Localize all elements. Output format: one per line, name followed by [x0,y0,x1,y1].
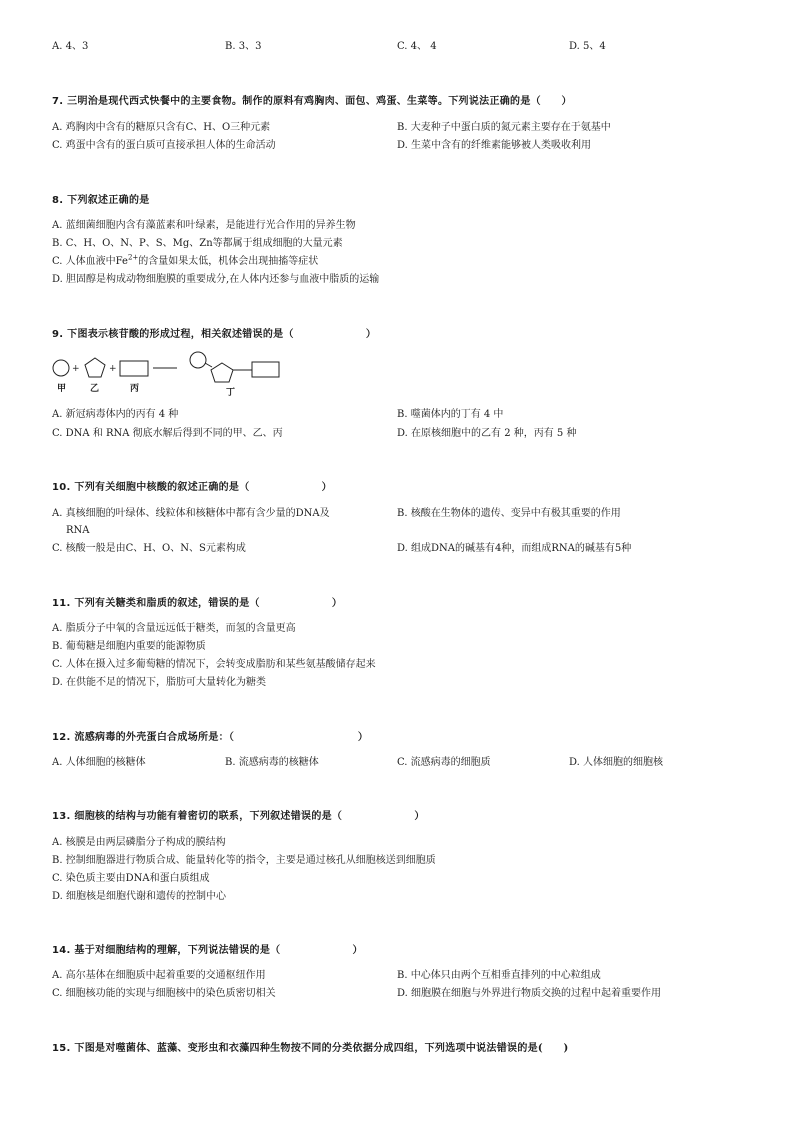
q9-option-b: B. 噬菌体内的丁有 4 中 [397,409,504,420]
bond-line [205,363,212,367]
question-text: 细胞核的结构与功能有着密切的联系，下列叙述错误的是（ ） [74,811,425,822]
base-rectangle [252,362,279,377]
question-number: 8. [52,195,64,206]
plus-sign: + [72,364,80,374]
question-number: 14. [52,945,71,956]
q10-option-b: B. 核酸在生物体的遗传、变异中有极其重要的作用 [397,508,621,519]
question-12-stem [52,732,368,744]
q8-option-c [52,253,319,268]
label-ding: 丁 [226,388,236,398]
question-9-stem [52,329,376,341]
option-text: C. 人体血液中Fe [52,256,128,267]
q14-option-b: B. 中心体只由两个互相垂直排列的中心粒组成 [397,970,601,981]
q7-option-d: D. 生菜中含有的纤维素能够被人类吸收利用 [397,140,592,151]
q7-option-a: A. 鸡胸肉中含有的糖原只含有C、H、O三种元素 [52,122,271,133]
question-text: 下列有关细胞中核酸的叙述正确的是（ ） [74,482,332,493]
nucleotide-formation-diagram [50,350,290,398]
q12-option-c: C. 流感病毒的细胞质 [397,757,491,768]
question-13-stem [52,811,425,823]
q13-option-c: C. 染色质主要由DNA和蛋白质组成 [52,873,210,884]
question-number: 9. [52,329,64,340]
q8-option-a: A. 蓝细菌细胞内含有藻蓝素和叶绿素，是能进行光合作用的异养生物 [52,220,356,231]
q10-option-c: C. 核酸一般是由C、H、O、N、S元素构成 [52,543,246,554]
question-7-stem [52,96,572,108]
q14-option-a: A. 高尔基体在细胞质中起着重要的交通枢纽作用 [52,970,266,981]
prev-option-b: B. 3、3 [225,41,262,52]
q13-option-b: B. 控制细胞器进行物质合成、能量转化等的指令，主要是通过核孔从细胞核送到细胞质 [52,855,436,866]
question-8-stem [52,195,150,207]
q8-option-d: D. 胆固醇是构成动物细胞膜的重要成分,在人体内还参与血液中脂质的运输 [52,274,380,285]
question-text: 下列叙述正确的是 [67,195,150,206]
phosphate-circle [53,360,69,376]
q9-option-c: C. DNA 和 RNA 彻底水解后得到不同的甲、乙、丙 [52,428,283,439]
prev-option-c: C. 4、 4 [397,41,437,52]
q8-option-b: B. C、H、O、N、P、S、Mg、Zn等都属于组成细胞的大量元素 [52,238,343,249]
q7-option-b: B. 大麦种子中蛋白质的氮元素主要存在于氨基中 [397,122,611,133]
q10-option-d: D. 组成DNA的碱基有4种，而组成RNA的碱基有5种 [397,543,632,554]
q12-option-b: B. 流感病毒的核糖体 [225,757,319,768]
plus-sign: + [109,364,117,374]
q7-option-c: C. 鸡蛋中含有的蛋白质可直接承担人体的生命活动 [52,140,276,151]
q12-option-d: D. 人体细胞的细胞核 [569,757,664,768]
q12-option-a: A. 人体细胞的核糖体 [52,757,146,768]
question-text: 下列有关糖类和脂质的叙述，错误的是（ ） [74,598,343,609]
sugar-pentagon [85,358,105,377]
q11-option-d: D. 在供能不足的情况下，脂肪可大量转化为糖类 [52,677,267,688]
q11-option-c: C. 人体在摄入过多葡萄糖的情况下，会转变成脂肪和某些氨基酸储存起来 [52,659,376,670]
q9-option-d: D. 在原核细胞中的乙有 2 种，丙有 5 种 [397,428,577,439]
sugar-pentagon [211,363,233,382]
question-15-stem [52,1043,569,1055]
prev-option-a: A. 4、3 [52,41,89,52]
prev-option-d: D. 5、4 [569,41,606,52]
question-11-stem [52,598,342,610]
question-number: 10. [52,482,71,493]
q14-option-d: D. 细胞膜在细胞与外界进行物质交换的过程中起着重要作用 [397,988,662,999]
q11-option-a: A. 脂质分子中氧的含量远远低于糖类，而氢的含量更高 [52,623,296,634]
question-number: 7. [52,96,64,107]
q14-option-c: C. 细胞核功能的实现与细胞核中的染色质密切相关 [52,988,276,999]
label-bing: 丙 [130,384,140,394]
q11-option-b: B. 葡萄糖是细胞内重要的能源物质 [52,641,206,652]
question-text: 三明治是现代西式快餐中的主要食物。制作的原料有鸡胸肉、面包、鸡蛋、生菜等。下列说法正确的是（ ） [67,96,572,107]
question-number: 12. [52,732,71,743]
phosphate-circle [190,352,206,368]
q13-option-a: A. 核膜是由两层磷脂分子构成的膜结构 [52,837,226,848]
base-rectangle [120,361,148,376]
ion-charge: 2+ [127,253,139,262]
question-text: 下图是对噬菌体、蓝藻、变形虫和衣藻四种生物按不同的分类依据分成四组，下列选项中说法错误的是( ) [74,1043,569,1054]
label-jia: 甲 [57,384,67,394]
question-number: 11. [52,598,71,609]
question-number: 15. [52,1043,71,1054]
q13-option-d: D. 细胞核是细胞代谢和遗传的控制中心 [52,891,227,902]
option-text: 的含量如果太低，机体会出现抽搐等症状 [138,256,319,267]
question-10-stem [52,482,332,494]
q10-option-a-cont: RNA [66,525,90,536]
q9-option-a: A. 新冠病毒体内的丙有 4 种 [52,409,179,420]
q10-option-a: A. 真核细胞的叶绿体、线粒体和核糖体中都有含少量的DNA及 [52,508,330,519]
label-yi: 乙 [90,384,100,394]
question-text: 流感病毒的外壳蛋白合成场所是：（ ） [74,732,369,743]
question-text: 下图表示核苷酸的形成过程，相关叙述错误的是（ ） [67,329,377,340]
question-14-stem [52,945,363,957]
question-text: 基于对细胞结构的理解，下列说法错误的是（ ） [74,945,363,956]
question-number: 13. [52,811,71,822]
